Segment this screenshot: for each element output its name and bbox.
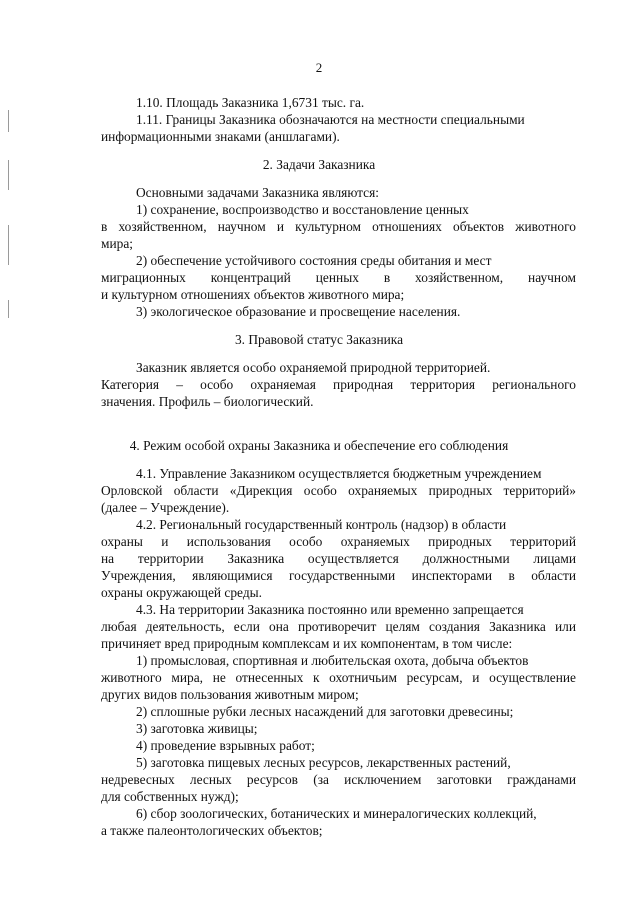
text-line: а также палеонтологических объектов; — [101, 823, 323, 838]
text-line: 1) сохранение, воспроизводство и восстановление ценных — [136, 202, 469, 217]
text-line: мира; — [101, 236, 133, 251]
section-heading: 3. Правовой статус Заказника — [234, 332, 404, 347]
text-line: (далее – Учреждение). — [101, 500, 230, 515]
text-line: Категория – особо охраняемая природная территория регионального — [101, 377, 576, 392]
text-line: 6) сбор зоологических, ботанических и минералогических коллекций, — [136, 806, 537, 821]
text-line: 3) заготовка живицы; — [136, 721, 258, 736]
margin-scan-mark — [8, 110, 9, 132]
text-line: любая деятельность, если она противоречит целям создания Заказника или — [101, 619, 576, 634]
text-line: охраны окружающей среды. — [101, 585, 262, 600]
text-line: значения. Профиль – биологический. — [101, 394, 314, 409]
text-line: информационными знаками (аншлагами). — [101, 129, 340, 144]
text-line: других видов пользования животным миром; — [101, 687, 359, 702]
text-line: Основными задачами Заказника являются: — [136, 185, 379, 200]
text-line: миграционных концентраций ценных в хозяйственном, научном — [101, 270, 576, 285]
text-line: 1.10. Площадь Заказника 1,6731 тыс. га. — [136, 95, 365, 110]
margin-scan-mark — [8, 300, 9, 318]
text-line: Учреждения, являющимися государственными инспекторами в области — [101, 568, 576, 583]
text-line: 4.1. Управление Заказником осуществляется бюджетным учреждением — [136, 466, 542, 481]
text-line: в хозяйственном, научном и культурном отношениях объектов животного — [101, 219, 576, 234]
text-line: 5) заготовка пищевых лесных ресурсов, лекарственных растений, — [136, 755, 511, 770]
text-line: 4) проведение взрывных работ; — [136, 738, 315, 753]
text-line: Заказник является особо охраняемой природной территорией. — [136, 360, 491, 375]
text-line: 1) промысловая, спортивная и любительская охота, добыча объектов — [136, 653, 529, 668]
text-line: животного мира, не отнесенных к охотничьим ресурсам, и осуществление — [101, 670, 576, 685]
text-line: охраны и использования особо охраняемых природных территорий — [101, 534, 576, 549]
section-heading: 4. Режим особой охраны Заказника и обеспечение его соблюдения — [129, 438, 509, 453]
text-line: для собственных нужд); — [101, 789, 239, 804]
margin-scan-mark — [8, 225, 9, 265]
text-line: Орловской области «Дирекция особо охраняемых природных территорий» — [101, 483, 576, 498]
text-line: на территории Заказника осуществляется должностными лицами — [101, 551, 576, 566]
text-line: 4.2. Региональный государственный контроль (надзор) в области — [136, 517, 507, 532]
section-heading: 2. Задачи Заказника — [262, 157, 376, 172]
text-line: недревесных лесных ресурсов (за исключением заготовки гражданами — [101, 772, 576, 787]
page-number: 2 — [315, 60, 323, 75]
text-line: 2) сплошные рубки лесных насаждений для заготовки древесины; — [136, 704, 514, 719]
text-line: причиняет вред природным комплексам и их компонентам, в том числе: — [101, 636, 513, 651]
text-line: 2) обеспечение устойчивого состояния среды обитания и мест — [136, 253, 492, 268]
text-line: и культурном отношениях объектов животного мира; — [101, 287, 405, 302]
text-line: 4.3. На территории Заказника постоянно или временно запрещается — [136, 602, 524, 617]
text-line: 1.11. Границы Заказника обозначаются на местности специальными — [136, 112, 525, 127]
text-line: 3) экологическое образование и просвещение населения. — [136, 304, 461, 319]
